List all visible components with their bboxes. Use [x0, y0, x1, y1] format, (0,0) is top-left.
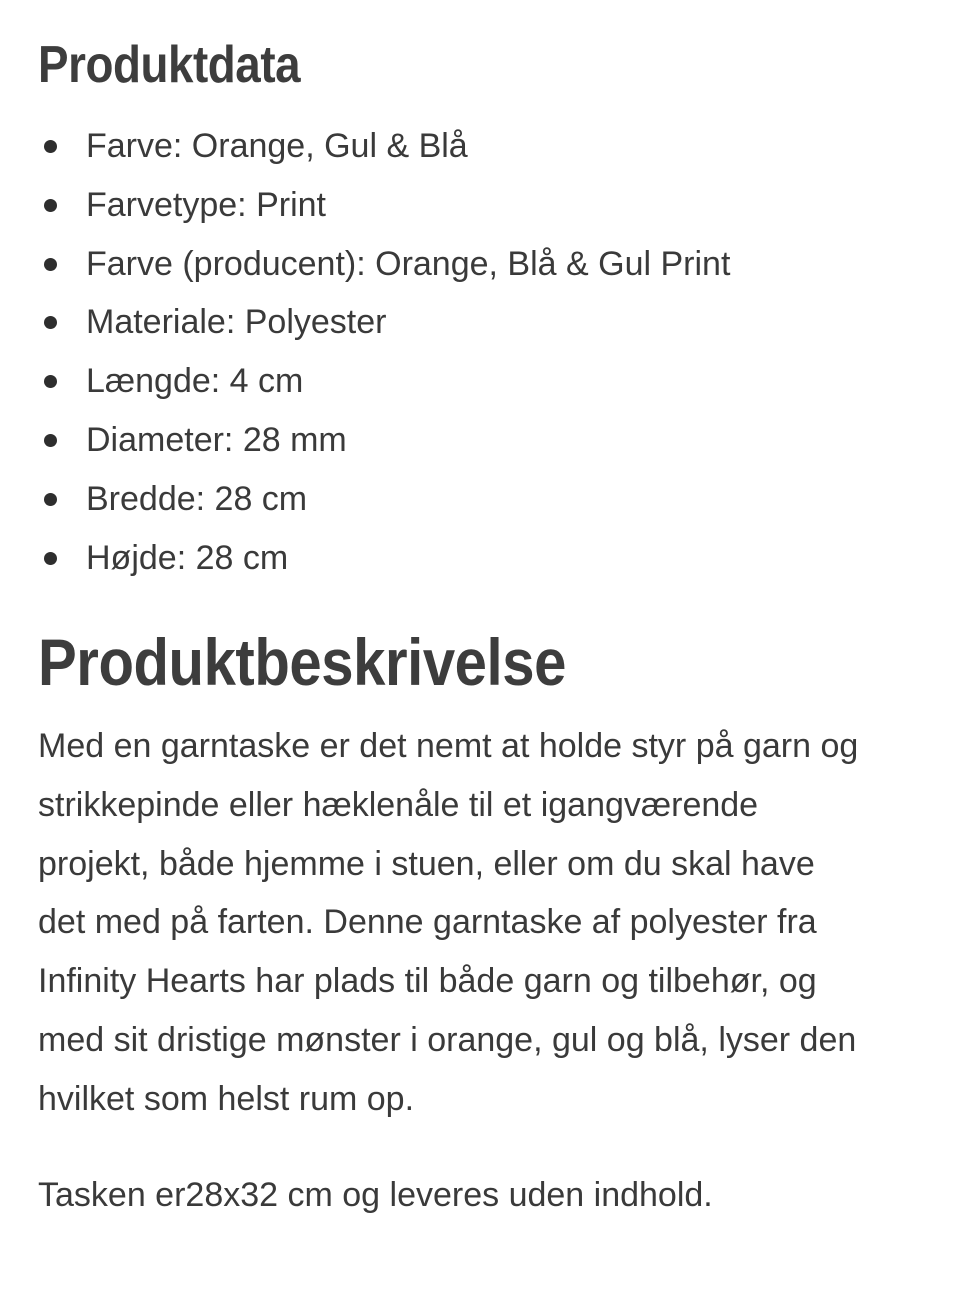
description-line: Infinity Hearts har plads til både garn og tilbehør, og — [38, 962, 817, 1001]
spec-item — [38, 529, 730, 588]
spec-item — [38, 470, 730, 529]
description-paragraph — [38, 717, 928, 1129]
spec-text: Længde: 4 cm — [86, 362, 304, 401]
product-data-heading: Produktdata — [38, 36, 301, 94]
spec-item — [38, 352, 730, 411]
description-line: det med på farten. Denne garntaske af polyester fra — [38, 903, 817, 942]
spec-text: Materiale: Polyester — [86, 303, 387, 342]
spec-item — [38, 117, 730, 176]
spec-list — [38, 117, 730, 587]
bullet-icon — [44, 140, 57, 153]
spec-item — [38, 235, 730, 294]
spec-text: Bredde: 28 cm — [86, 479, 308, 518]
bullet-icon — [44, 375, 57, 388]
bullet-icon — [44, 493, 57, 506]
bullet-icon — [44, 434, 57, 447]
description-line: strikkepinde eller hæklenåle til et igangværende — [38, 785, 759, 824]
spec-text: Farvetype: Print — [86, 185, 326, 224]
spec-text: Højde: 28 cm — [86, 538, 289, 577]
description-line: Med en garntaske er det nemt at holde styr på garn og — [38, 727, 859, 765]
spec-text: Farve (producent): Orange, Blå & Gul Print — [86, 244, 731, 283]
bullet-icon — [44, 258, 57, 271]
spec-text: Farve: Orange, Gul & Blå — [86, 127, 468, 165]
size-note: Tasken er28x32 cm og leveres uden indhold. — [38, 1176, 713, 1214]
bullet-icon — [44, 199, 57, 212]
spec-text: Diameter: 28 mm — [86, 420, 347, 459]
description-line: projekt, både hjemme i stuen, eller om du skal have — [38, 844, 815, 883]
spec-item — [38, 293, 730, 352]
description-line: hvilket som helst rum op. — [38, 1079, 415, 1118]
description-line: med sit dristige mønster i orange, gul og blå, lyser den — [38, 1020, 857, 1059]
bullet-icon — [44, 552, 57, 565]
bullet-icon — [44, 316, 57, 329]
spec-item — [38, 176, 730, 235]
product-description-heading: Produktbeskrivelse — [38, 625, 566, 699]
spec-item — [38, 411, 730, 470]
